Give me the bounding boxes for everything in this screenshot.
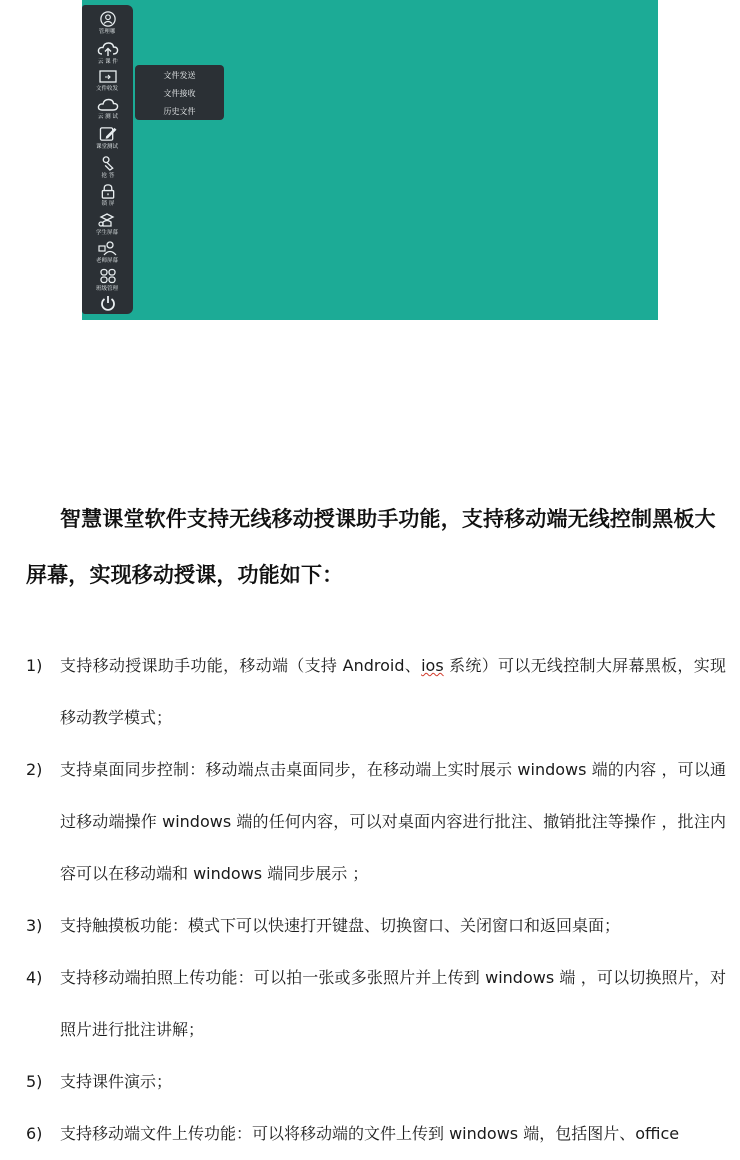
toolbar-label: 文件收发 [96, 85, 119, 92]
hand-icon [99, 155, 117, 171]
section-heading [26, 491, 726, 603]
grid-icon [98, 268, 118, 284]
toolbar-label: 锁 屏 [101, 200, 114, 207]
toolbar-item-class-test[interactable] [82, 126, 133, 150]
toolbar-item-power[interactable] [82, 295, 133, 319]
toolbar-item-student-screen[interactable] [82, 212, 133, 236]
item-number: 5) [26, 1072, 43, 1091]
toolbar-label: 班级管理 [96, 285, 119, 292]
list-item [26, 744, 726, 900]
list-item [26, 900, 726, 952]
cloud-upload-icon [97, 41, 119, 57]
heading-text: 智慧课堂软件支持无线移动授课助手功能，支持移动端无线控制黑板大屏幕，实现移动授课，功能如下： [26, 507, 716, 587]
toolbar-item-quick-answer[interactable] [82, 155, 133, 179]
toolbar-label: 抢 答 [101, 172, 114, 179]
item-number: 6) [26, 1124, 43, 1143]
power-icon [99, 295, 117, 311]
toolbar-item-lock-screen[interactable] [82, 183, 133, 207]
item-text: 支持移动端文件上传功能：可以将移动端的文件上传到 windows 端，包括图片、office [60, 1124, 680, 1143]
cloud-test-icon [97, 98, 119, 112]
submenu-item-receive-file[interactable]: 文件接收 [163, 88, 196, 98]
item-number: 1) [26, 656, 43, 675]
toolbar-item-file-transfer[interactable] [82, 69, 133, 93]
submenu-item-send-file[interactable]: 文件发送 [163, 70, 196, 80]
lock-icon [99, 183, 117, 199]
toolbar-label: 云 课 件 [97, 58, 118, 65]
user-icon [99, 11, 117, 27]
spellcheck-word: ios [421, 656, 444, 675]
toolbar-label: 课堂测试 [96, 143, 119, 150]
file-transfer-submenu [135, 65, 224, 120]
item-text: 支持触摸板功能：模式下可以快速打开键盘、切换窗口、关闭窗口和返回桌面； [60, 916, 621, 935]
toolbar-item-admin[interactable] [82, 11, 133, 35]
toolbar-label: 云 测 试 [97, 113, 118, 120]
toolbar-item-teacher-screen[interactable] [82, 240, 133, 264]
student-screen-icon [97, 212, 119, 228]
item-number: 2) [26, 760, 43, 779]
item-number: 3) [26, 916, 43, 935]
side-toolbar [82, 5, 133, 314]
toolbar-label: 管理哪 [99, 28, 116, 35]
toolbar-item-cloud-test[interactable] [82, 98, 133, 122]
folder-icon [97, 69, 119, 84]
item-number: 4) [26, 968, 43, 987]
list-item [26, 640, 726, 744]
list-item [26, 1108, 726, 1160]
item-text: 支持课件演示； [60, 1072, 173, 1091]
software-screenshot [82, 0, 658, 320]
toolbar-item-class-management[interactable] [82, 268, 133, 292]
toolbar-label: 老师屏幕 [96, 257, 119, 264]
teacher-screen-icon [97, 240, 119, 256]
list-item [26, 952, 726, 1056]
list-item [26, 1056, 726, 1108]
toolbar-item-cloud-courseware[interactable] [82, 41, 133, 65]
submenu-item-history-file[interactable]: 历史文件 [163, 106, 196, 116]
toolbar-label: 学生屏幕 [96, 229, 119, 236]
item-text: 支持移动授课助手功能，移动端（支持 Android、ios 系统）可以无线控制大屏幕黑板，实现移动教学模式； [60, 656, 727, 727]
item-text: 支持桌面同步控制：移动端点击桌面同步，在移动端上实时展示 windows 端的内容 ，可以通过移动端操作 windows 端的任何内容，可以对桌面内容进行批注、撤销批注等操作 ，批注内容可以在移动端和 windows 端同步展示 ； [60, 760, 726, 883]
edit-icon [98, 126, 118, 142]
item-text: 支持移动端拍照上传功能：可以拍一张或多张照片并上传到 windows 端 ，可以切换照片，对照片进行批注讲解； [60, 968, 726, 1039]
